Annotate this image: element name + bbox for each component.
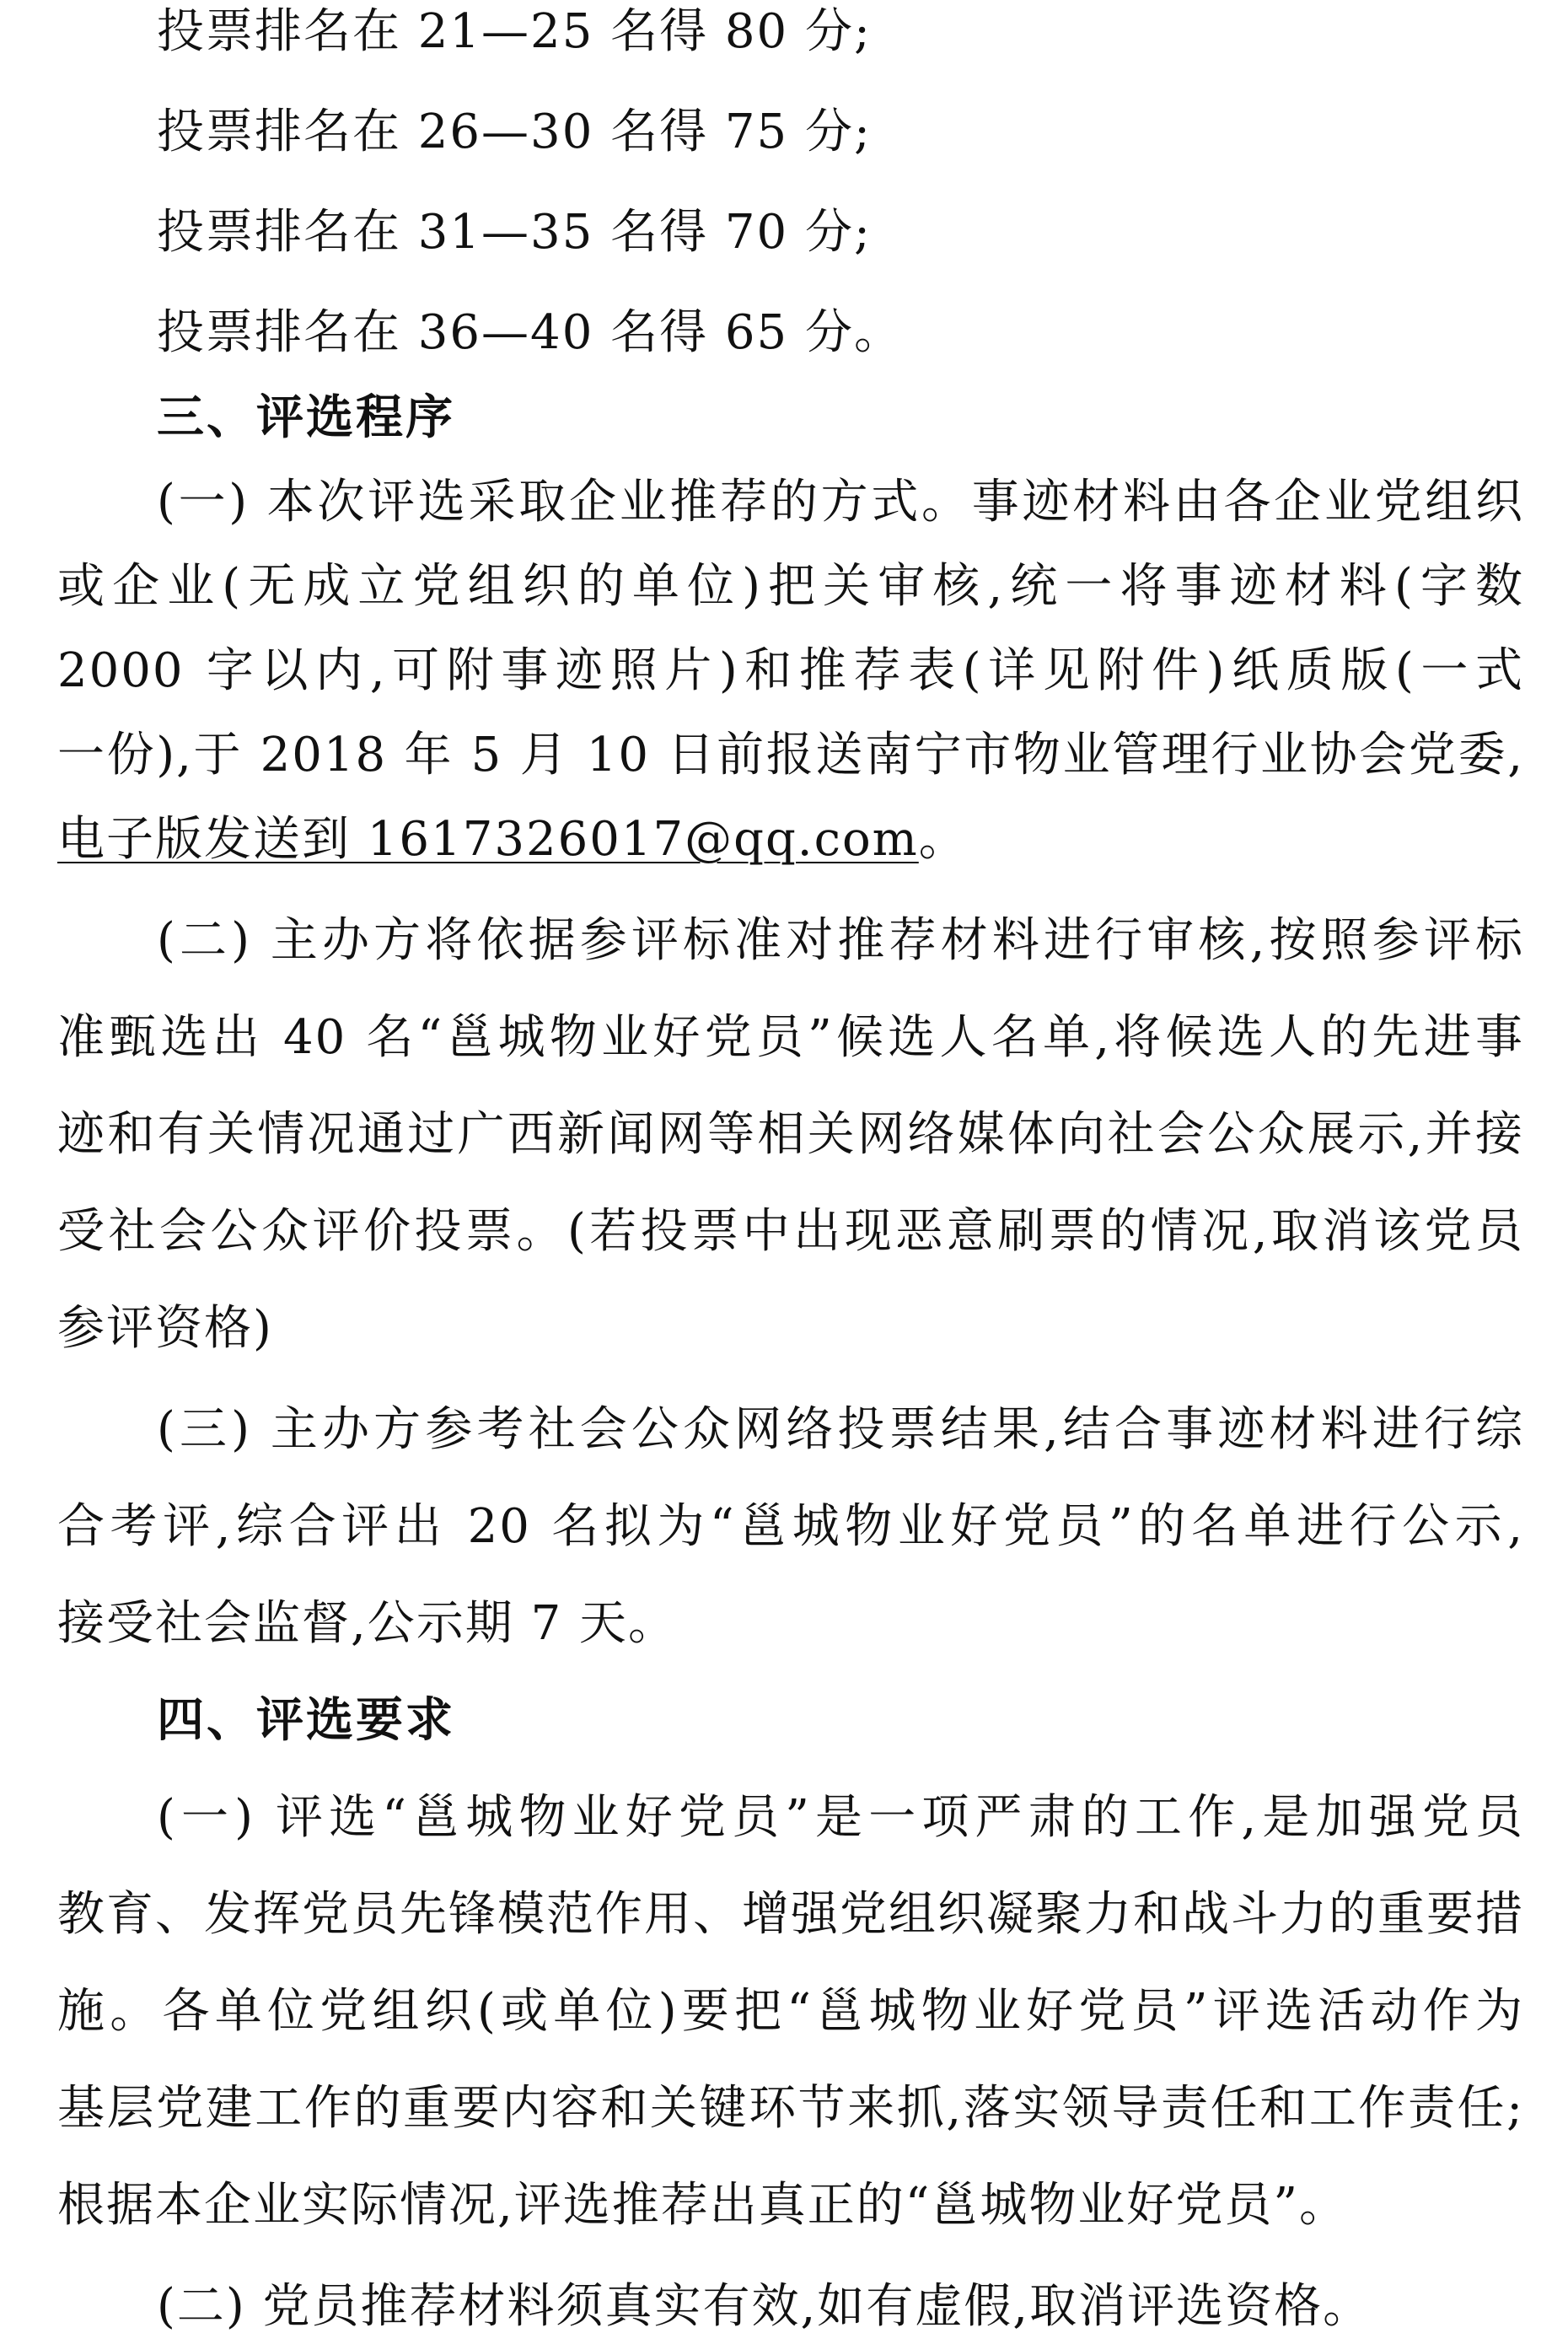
scoring-line: 投票排名在 21—25 名得 80 分;: [157, 4, 872, 59]
paragraph-line: (三) 主办方参考社会公众网络投票结果,结合事迹材料进行综: [157, 1402, 1524, 1457]
paragraph-line: 或企业(无成立党组织的单位)把关审核,统一将事迹材料(字数: [57, 559, 1524, 614]
email-link[interactable]: 电子版发送到 1617326017@qq.com: [57, 812, 919, 867]
paragraph-line: 参评资格): [57, 1301, 273, 1356]
paragraph-line: (二) 主办方将依据参评标准对推荐材料进行审核,按照参评标: [157, 913, 1524, 968]
paragraph-line: 接受社会监督,公示期 7 天。: [57, 1596, 678, 1651]
paragraph-line: 教育、发挥党员先锋模范作用、增强党组织凝聚力和战斗力的重要措: [57, 1887, 1524, 1942]
scoring-line: 投票排名在 31—35 名得 70 分;: [157, 205, 872, 260]
paragraph-line: 根据本企业实际情况,评选推荐出真正的“邕城物业好党员”。: [57, 2178, 1349, 2233]
section-heading: 三、评选程序: [157, 390, 455, 445]
paragraph-line: 施。各单位党组织(或单位)要把“邕城物业好党员”评选活动作为: [57, 1984, 1524, 2039]
paragraph-line: 2000 字以内,可附事迹照片)和推荐表(详见附件)纸质版(一式: [57, 643, 1524, 698]
paragraph-line: [57, 809, 1524, 870]
paragraph-line: 基层党建工作的重要内容和关键环节来抓,落实领导责任和工作责任;: [57, 2081, 1524, 2136]
scoring-line: 投票排名在 36—40 名得 65 分。: [157, 305, 903, 360]
paragraph-line: 一份),于 2018 年 5 月 10 日前报送南宁市物业管理行业协会党委,: [57, 728, 1524, 782]
paragraph-line: 迹和有关情况通过广西新闻网等相关网络媒体向社会公众展示,并接: [57, 1107, 1524, 1162]
sentence-end: 。: [918, 812, 968, 867]
scoring-line: 投票排名在 26—30 名得 75 分;: [157, 105, 872, 159]
paragraph-line: (一) 本次评选采取企业推荐的方式。事迹材料由各企业党组织: [157, 475, 1524, 530]
paragraph-line: (二) 党员推荐材料须真实有效,如有虚假,取消评选资格。: [157, 2279, 1372, 2334]
paragraph-line: 受社会公众评价投票。(若投票中出现恶意刷票的情况,取消该党员: [57, 1204, 1524, 1259]
paragraph-line: 准甄选出 40 名“邕城物业好党员”候选人名单,将候选人的先进事: [57, 1010, 1524, 1065]
paragraph-line: (一) 评选“邕城物业好党员”是一项严肃的工作,是加强党员: [157, 1790, 1524, 1845]
paragraph-line: 合考评,综合评出 20 名拟为“邕城物业好党员”的名单进行公示,: [57, 1499, 1524, 1554]
section-heading: 四、评选要求: [157, 1693, 455, 1748]
